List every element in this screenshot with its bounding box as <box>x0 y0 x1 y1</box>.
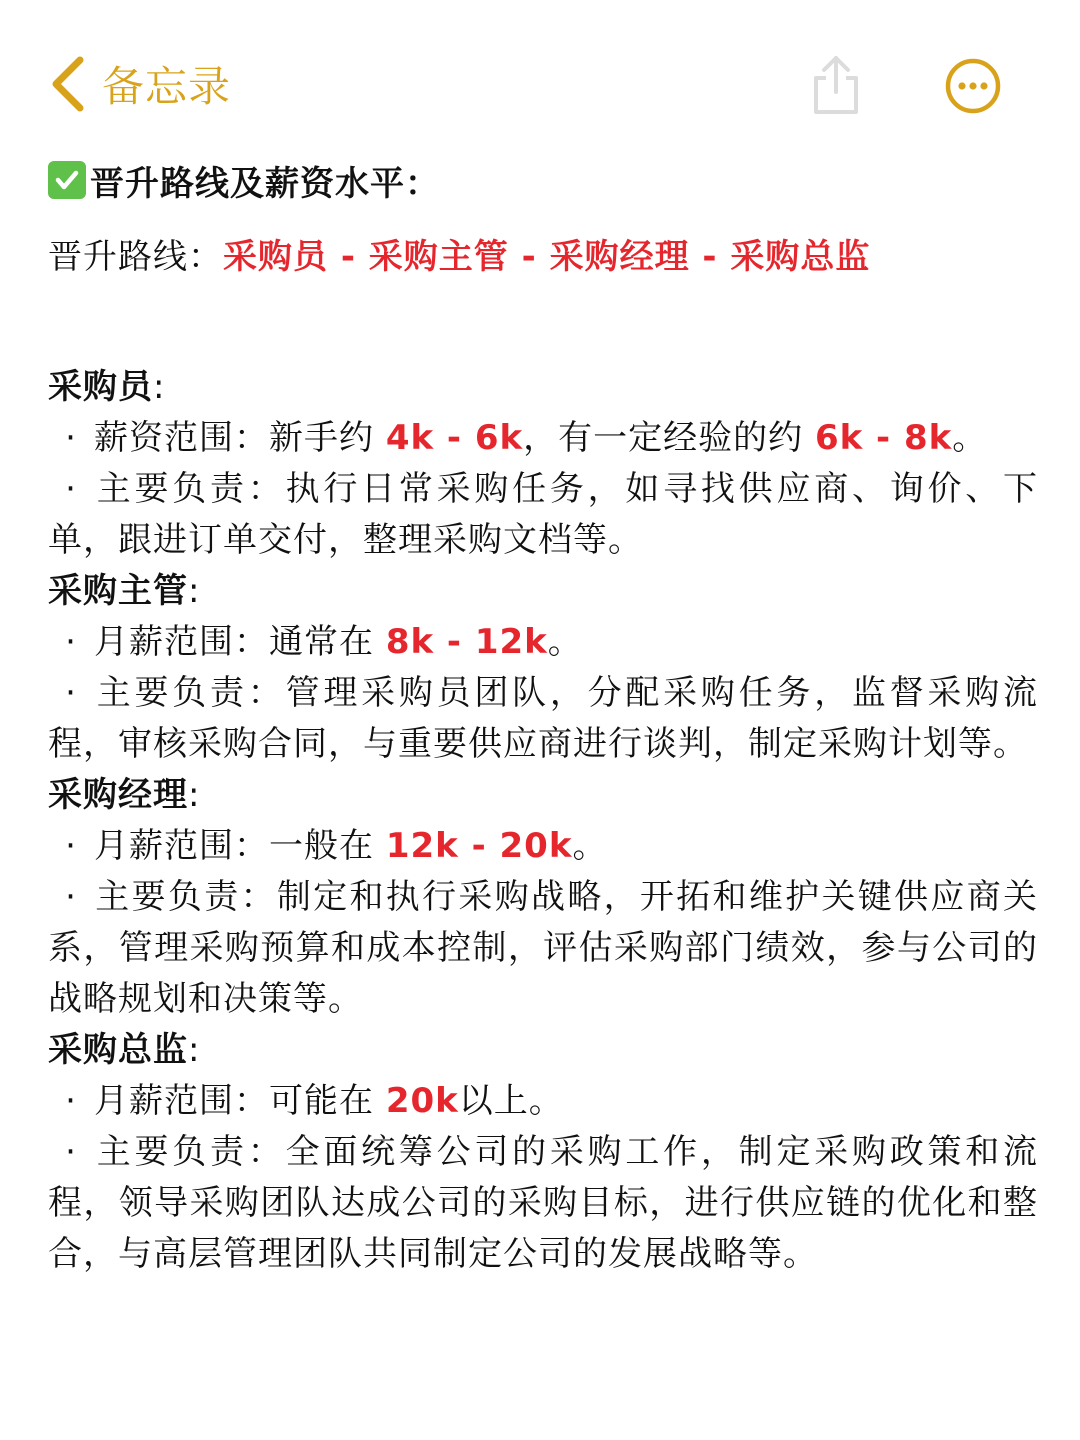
back-button[interactable] <box>50 52 231 116</box>
bullet-buyer-salary: · 薪资范围：新手约 4k - 6k，有一定经验的约 6k - 8k。 <box>65 418 988 458</box>
section-title-buyer: 采购员: <box>48 367 166 407</box>
section-title-manager: 采购经理: <box>48 775 201 815</box>
share-icon <box>806 52 866 116</box>
nav-bar <box>0 0 1080 150</box>
bullet-director-salary: · 月薪范围：可能在 20k以上。 <box>65 1081 564 1121</box>
note-heading <box>48 150 1038 210</box>
ellipsis-circle-icon <box>944 57 1002 115</box>
back-label: 备忘录 <box>102 62 232 111</box>
bullet-buyer-duty: · 主要负责：执行日常采购任务，如寻找供应商、询价、下单，跟进订单交付，整理采购文档等。 <box>48 469 1039 560</box>
note-body[interactable] <box>48 150 1038 1280</box>
promotion-route <box>48 232 1038 282</box>
share-button[interactable] <box>806 52 866 116</box>
route-label: 晋升路线： <box>48 237 223 277</box>
salary-highlight: 8k - 12k <box>385 622 548 662</box>
salary-highlight: 6k - 8k <box>814 418 953 458</box>
more-options-button[interactable] <box>944 57 1002 115</box>
salary-highlight: 4k - 6k <box>385 418 524 458</box>
chevron-left-icon <box>50 56 84 112</box>
bullet-manager-duty: · 主要负责：制定和执行采购战略，开拓和维护关键供应商关系，管理采购预算和成本控制，评估采购部门绩效，参与公司的战略规划和决策等。 <box>48 877 1039 1019</box>
bullet-director-duty: · 主要负责：全面统筹公司的采购工作，制定采购政策和流程，领导采购团队达成公司的采购目标，进行供应链的优化和整合，与高层管理团队共同制定公司的发展战略等。 <box>48 1132 1039 1274</box>
salary-highlight: 12k - 20k <box>385 826 573 866</box>
bullet-supervisor-salary: · 月薪范围：通常在 8k - 12k。 <box>65 622 583 662</box>
bullet-supervisor-duty: · 主要负责：管理采购员团队，分配采购任务，监督采购流程，审核采购合同，与重要供应商进行谈判，制定采购计划等。 <box>48 673 1039 764</box>
salary-highlight: 20k <box>385 1081 459 1121</box>
section-title-supervisor: 采购主管: <box>48 571 201 611</box>
heading-text: 晋升路线及薪资水平： <box>90 163 440 204</box>
checkmark-box-icon <box>48 161 86 199</box>
route-path: 采购员 - 采购主管 - 采购经理 - 采购总监 <box>223 237 871 277</box>
bullet-manager-salary: · 月薪范围：一般在 12k - 20k。 <box>65 826 608 866</box>
section-title-director: 采购总监: <box>48 1030 201 1070</box>
